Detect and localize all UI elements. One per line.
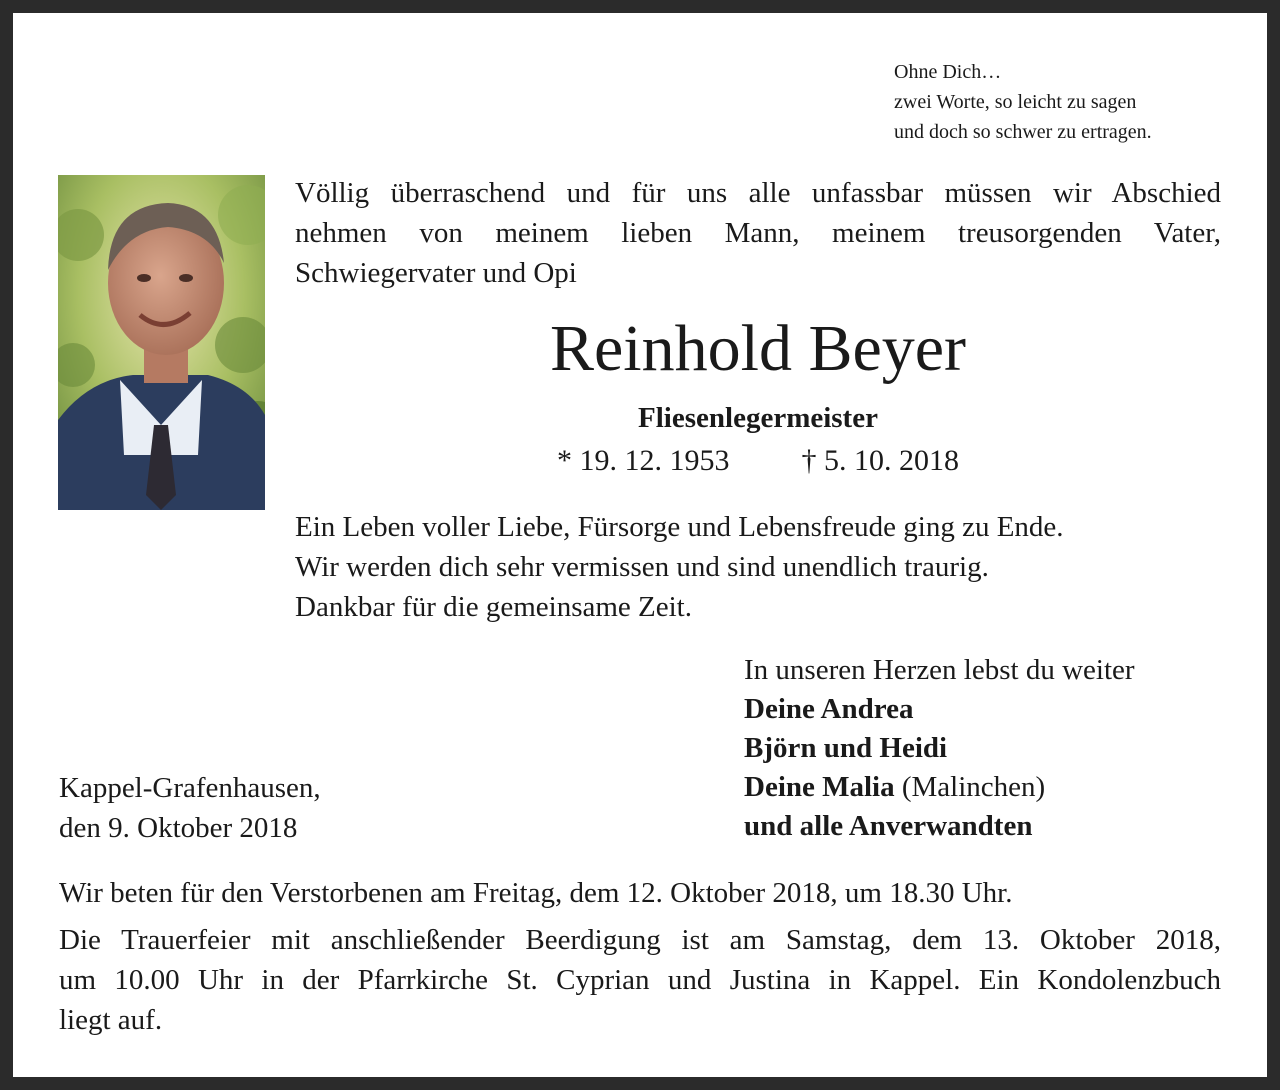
portrait-photo (58, 175, 265, 510)
intro-paragraph (295, 173, 1221, 293)
service-information (59, 873, 1221, 1040)
place-date: den 9. Oktober 2018 (59, 812, 298, 844)
verse-line: Ein Leben voller Liebe, Fürsorge und Lebensfreude ging zu Ende. (295, 511, 1064, 543)
mourners-list (744, 651, 1135, 846)
funeral-notice-line: liegt auf. (59, 1004, 163, 1036)
life-dates (295, 441, 1221, 481)
intro-line: nehmen von meinem lieben Mann, meinem treusorgenden Vater, (295, 217, 1221, 249)
intro-line: Völlig überraschend und für uns alle unfassbar müssen wir Abschied (295, 177, 1221, 209)
mourners-intro: In unseren Herzen lebst du weiter (744, 654, 1135, 686)
deceased-profession: Fliesenlegermeister (638, 402, 878, 434)
place-town: Kappel-Grafenhausen, (59, 772, 321, 804)
prayer-notice: Wir beten für den Verstorbenen am Freitag, dem 12. Oktober 2018, um 18.30 Uhr. (59, 877, 1013, 909)
mourner-name: Björn und Heidi (744, 732, 948, 764)
death-date: † 5. 10. 2018 (801, 444, 959, 477)
birth-date: * 19. 12. 1953 (557, 444, 730, 477)
motto-verse (894, 57, 1152, 147)
mourner-name: Deine Malia (744, 771, 895, 803)
funeral-notice-line: Die Trauerfeier mit anschließender Beerdigung ist am Samstag, dem 13. Oktober 2018, (59, 924, 1221, 956)
motto-line: Ohne Dich… (894, 61, 1002, 83)
motto-line: zwei Worte, so leicht zu sagen (894, 91, 1137, 113)
farewell-verse (295, 507, 1064, 627)
mourner-name: und alle Anverwandten (744, 810, 1033, 842)
obituary-notice (13, 13, 1267, 1077)
verse-line: Wir werden dich sehr vermissen und sind unendlich traurig. (295, 551, 989, 583)
intro-line: Schwiegervater und Opi (295, 257, 577, 289)
mourner-name: Deine Andrea (744, 693, 914, 725)
motto-line: und doch so schwer zu ertragen. (894, 121, 1152, 143)
mourner-nickname: (Malinchen) (901, 771, 1046, 803)
verse-line: Dankbar für die gemeinsame Zeit. (295, 591, 692, 623)
place-and-date (59, 768, 321, 848)
deceased-name: Reinhold Beyer (549, 312, 967, 385)
funeral-notice-line: um 10.00 Uhr in der Pfarrkirche St. Cyprian und Justina in Kappel. Ein Kondolenzbuch (59, 964, 1221, 996)
